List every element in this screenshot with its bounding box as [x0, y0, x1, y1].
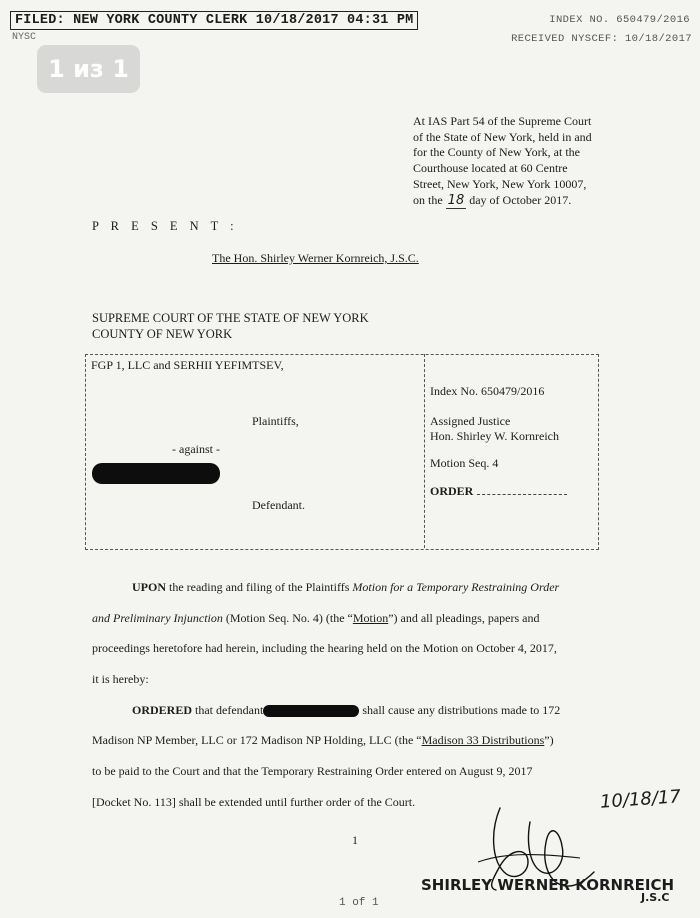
caption-divider	[424, 354, 425, 548]
footer-page-count: 1 of 1	[339, 897, 379, 909]
received-date: RECEIVED NYSCEF: 10/18/2017	[511, 33, 692, 45]
upon-paragraph-line-2: and Preliminary Injunction (Motion Seq. No. 4) (the “Motion”) and all pleadings, papers and	[92, 611, 540, 625]
ias-part-block	[413, 114, 643, 208]
present-label: P R E S E N T :	[92, 219, 239, 233]
upon-paragraph-line-3: proceedings heretofore had herein, including the hearing held on the Motion on October 4, 2017,	[92, 641, 557, 655]
ias-line: Courthouse located at 60 Centre	[413, 161, 568, 176]
assigned-justice-name: Hon. Shirley W. Kornreich	[430, 429, 559, 443]
against-label: - against -	[172, 442, 220, 456]
ias-date-line: on the 18 day of October 2017.	[413, 192, 572, 208]
filed-stamp: FILED: NEW YORK COUNTY CLERK 10/18/2017 04:31 PM	[10, 11, 418, 30]
ordered-paragraph-line-3: to be paid to the Court and that the Temporary Restraining Order entered on August 9, 2017	[92, 764, 533, 778]
handwritten-date: 10/18/17	[599, 786, 682, 813]
assigned-justice-label: Assigned Justice	[430, 414, 511, 428]
order-blank-line	[477, 494, 567, 495]
defendant-label: Defendant.	[252, 498, 305, 512]
order-field	[430, 484, 567, 499]
court-heading: SUPREME COURT OF THE STATE OF NEW YORK COUNTY OF NEW YORK	[92, 311, 369, 341]
ias-line: of the State of New York, held in and	[413, 129, 592, 144]
page-number: 1	[352, 833, 358, 847]
signature-title: J.S.C	[641, 891, 670, 904]
motion-sequence: Motion Seq. 4	[430, 456, 499, 470]
header-index-number: INDEX NO. 650479/2016	[549, 14, 690, 26]
ias-line: At IAS Part 54 of the Supreme Court	[413, 114, 592, 128]
presiding-judge: The Hon. Shirley Werner Kornreich, J.S.C.	[212, 251, 419, 265]
redacted-defendant-inline	[263, 705, 359, 717]
ordered-paragraph-line-2: Madison NP Member, LLC or 172 Madison NP Holding, LLC (the “Madison 33 Distributions”)	[92, 733, 554, 747]
plaintiffs-label: Plaintiffs,	[252, 414, 299, 428]
plaintiffs-names: FGP 1, LLC and SERHII YEFIMTSEV,	[91, 358, 284, 372]
redacted-defendant-name	[92, 463, 220, 484]
ias-line: for the County of New York, at the	[413, 145, 580, 160]
ordered-paragraph-line-4: [Docket No. 113] shall be extended until further order of the Court.	[92, 795, 416, 809]
signature-name: SHIRLEY WERNER KORNREICH	[421, 876, 675, 894]
order-label: ORDER	[430, 484, 474, 498]
caption-index-number: Index No. 650479/2016	[430, 384, 545, 398]
page-counter-badge: 1 из 1	[37, 45, 140, 93]
handwritten-day: 18	[447, 192, 465, 208]
upon-paragraph-line-1: UPON the reading and filing of the Plaintiffs Motion for a Temporary Restraining Order	[132, 580, 560, 594]
ias-line: Street, New York, New York 10007,	[413, 176, 587, 191]
nyscef-fragment: NYSC	[12, 32, 37, 43]
upon-paragraph-line-4: it is hereby:	[92, 672, 149, 686]
ordered-paragraph-line-1: ORDERED that defendant shall cause any distributions made to 172	[132, 703, 561, 717]
